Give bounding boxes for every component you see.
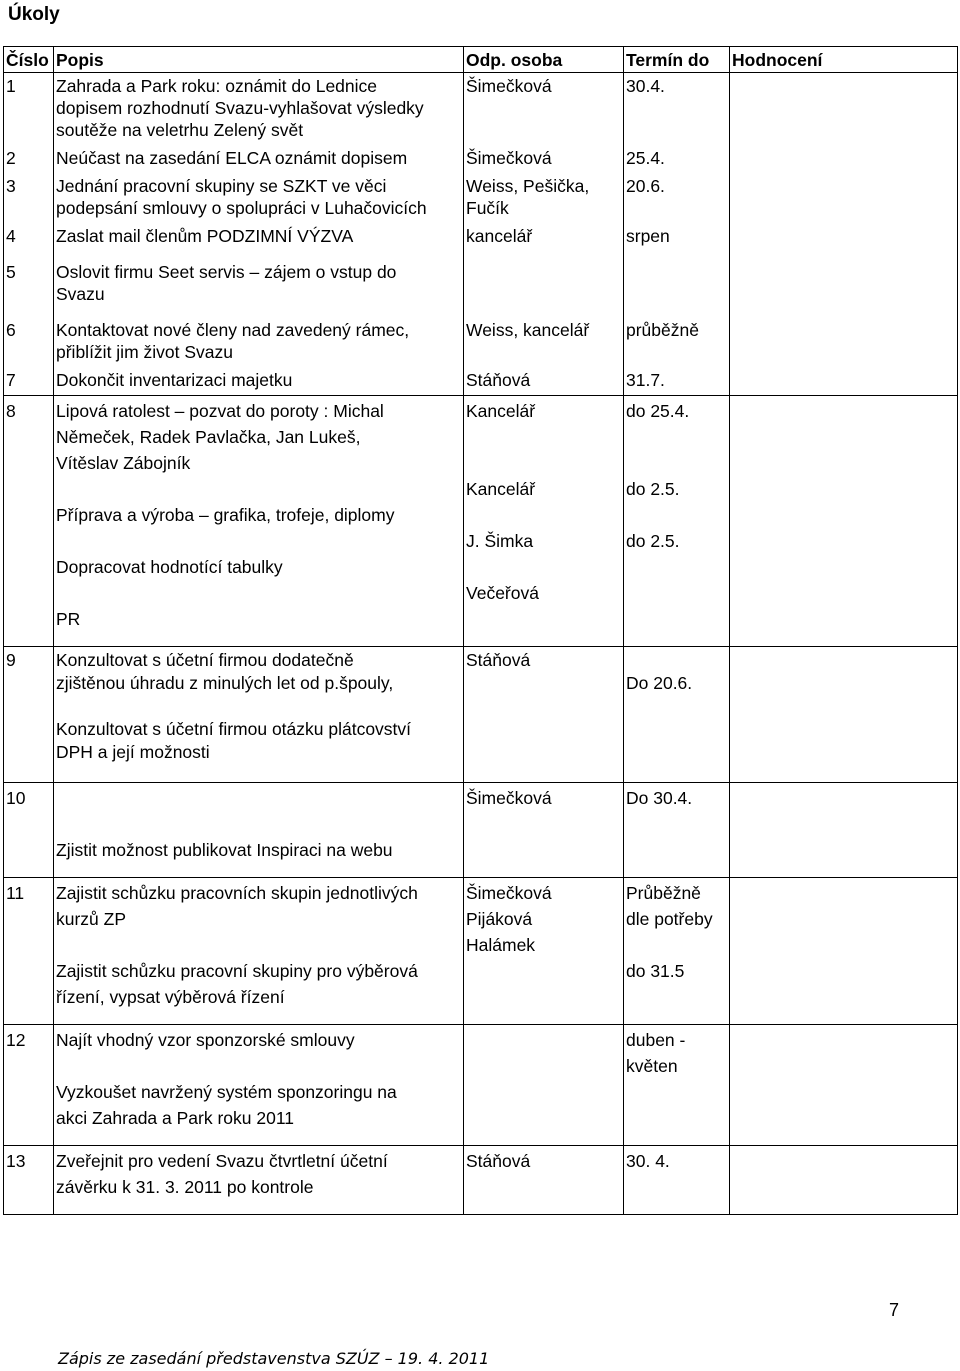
task-description-line xyxy=(56,811,461,837)
task-owner-line: Stáňová xyxy=(466,650,531,670)
task-evaluation xyxy=(730,647,958,783)
table-row xyxy=(4,1146,958,1215)
task-owner xyxy=(464,145,624,173)
task-deadline-line xyxy=(626,502,727,528)
task-description-line: Svazu xyxy=(56,284,105,304)
task-deadline-line: 30. 4. xyxy=(626,1151,670,1171)
task-number: 5 xyxy=(4,259,54,317)
task-owner-line: Šimečková xyxy=(466,883,552,903)
header-cislo: Číslo xyxy=(4,47,54,73)
task-number: 12 xyxy=(4,1025,54,1146)
task-deadline-line: 25.4. xyxy=(626,148,665,168)
table-row xyxy=(4,145,958,173)
task-deadline-line xyxy=(626,424,727,450)
task-description xyxy=(54,173,464,223)
task-description-line: Němeček, Radek Pavlačka, Jan Lukeš, xyxy=(56,427,361,447)
task-description-line: řízení, vypsat výběrová řízení xyxy=(56,987,285,1007)
task-evaluation xyxy=(730,223,958,259)
task-description-line xyxy=(56,528,461,554)
header-popis: Popis xyxy=(54,47,464,73)
task-evaluation xyxy=(730,1146,958,1215)
task-deadline xyxy=(624,367,730,396)
task-evaluation xyxy=(730,173,958,223)
task-description-line: Najít vhodný vzor sponzorské smlouvy xyxy=(56,1030,355,1050)
task-owner-line: Pijáková xyxy=(466,909,533,929)
task-owner xyxy=(464,259,624,317)
task-description-line: Zveřejnit pro vedení Svazu čtvrtletní účetní xyxy=(56,1151,388,1171)
task-number: 13 xyxy=(4,1146,54,1215)
task-deadline-line: průběžně xyxy=(626,320,699,340)
task-description-line: Oslovit firmu Seet servis – zájem o vstup do xyxy=(56,262,397,282)
task-description-line: Zjistit možnost publikovat Inspiraci na webu xyxy=(56,840,393,860)
task-owner xyxy=(464,1146,624,1215)
task-owner-line: Halámek xyxy=(466,935,536,955)
task-owner xyxy=(464,783,624,878)
task-deadline xyxy=(624,73,730,146)
task-description-line: podepsání smlouvy o spolupráci v Luhačovicích xyxy=(56,198,427,218)
task-deadline-line: 20.6. xyxy=(626,176,665,196)
task-description-line: PR xyxy=(56,609,81,629)
task-owner-line xyxy=(466,450,621,476)
task-owner-line: Kancelář xyxy=(466,401,536,421)
task-deadline-line: 31.7. xyxy=(626,370,665,390)
task-owner-line: Fučík xyxy=(466,198,509,218)
task-deadline xyxy=(624,1146,730,1215)
task-description-line: Vyzkoušet navržený systém sponzoringu na xyxy=(56,1082,397,1102)
task-owner-line: Kancelář xyxy=(466,479,536,499)
task-deadline-line xyxy=(626,932,727,958)
task-deadline-line: do 2.5. xyxy=(626,479,680,499)
task-evaluation xyxy=(730,145,958,173)
task-evaluation xyxy=(730,73,958,146)
task-owner-line xyxy=(466,424,621,450)
task-description-line: Příprava a výroba – grafika, trofeje, diplomy xyxy=(56,505,395,525)
table-row xyxy=(4,878,958,1025)
task-description-line: Zahrada a Park roku: oznámit do Lednice xyxy=(56,76,378,96)
task-description xyxy=(54,878,464,1025)
task-deadline xyxy=(624,878,730,1025)
task-deadline xyxy=(624,259,730,317)
task-description-line: závěrku k 31. 3. 2011 po kontrole xyxy=(56,1177,314,1197)
task-deadline-line: 30.4. xyxy=(626,76,665,96)
task-number: 2 xyxy=(4,145,54,173)
task-number: 6 xyxy=(4,317,54,367)
task-deadline-line: Do 20.6. xyxy=(626,673,693,693)
task-description-line: Zajistit schůzku pracovní skupiny pro výběrová xyxy=(56,961,418,981)
table-row xyxy=(4,367,958,396)
task-evaluation xyxy=(730,396,958,647)
task-description xyxy=(54,223,464,259)
task-owner xyxy=(464,173,624,223)
header-odp-osoba: Odp. osoba xyxy=(464,47,624,73)
task-deadline-line: duben - xyxy=(626,1030,686,1050)
task-evaluation xyxy=(730,367,958,396)
task-description xyxy=(54,1146,464,1215)
task-description-line: přiblížit jim život Svazu xyxy=(56,342,233,362)
page-heading: Úkoly xyxy=(8,4,60,25)
task-description-line: Neúčast na zasedání ELCA oznámit dopisem xyxy=(56,148,408,168)
task-owner xyxy=(464,878,624,1025)
task-owner-line xyxy=(466,261,621,283)
task-deadline xyxy=(624,317,730,367)
task-evaluation xyxy=(730,1025,958,1146)
task-deadline-line: květen xyxy=(626,1056,678,1076)
task-description-line xyxy=(56,1053,461,1079)
task-description-line: Dokončit inventarizaci majetku xyxy=(56,370,293,390)
task-description-line xyxy=(56,695,461,718)
task-description-line: Jednání pracovní skupiny se SZKT ve věci xyxy=(56,176,387,196)
task-number: 3 xyxy=(4,173,54,223)
task-deadline xyxy=(624,223,730,259)
task-description-line xyxy=(56,785,461,811)
task-owner xyxy=(464,396,624,647)
task-deadline-line xyxy=(626,649,727,672)
task-deadline-line xyxy=(626,261,727,283)
task-number: 10 xyxy=(4,783,54,878)
task-owner-line: Stáňová xyxy=(466,1151,531,1171)
task-owner-line xyxy=(466,502,621,528)
task-description-line xyxy=(56,932,461,958)
task-owner-line: Weiss, kancelář xyxy=(466,320,590,340)
table-row xyxy=(4,223,958,259)
task-deadline-line: srpen xyxy=(626,226,670,246)
task-description xyxy=(54,647,464,783)
task-description-line xyxy=(56,476,461,502)
task-owner-line: Stáňová xyxy=(466,370,531,390)
task-evaluation xyxy=(730,878,958,1025)
task-owner-line: Večeřová xyxy=(466,583,539,603)
task-evaluation xyxy=(730,317,958,367)
task-owner-line: Šimečková xyxy=(466,76,552,96)
task-description-line: Lipová ratolest – pozvat do poroty : Michal xyxy=(56,401,384,421)
task-description-line: Kontaktovat nové členy nad zavedený rámec, xyxy=(56,320,410,340)
task-deadline xyxy=(624,145,730,173)
task-owner-line: Weiss, Pešička, xyxy=(466,176,590,196)
task-owner-line xyxy=(466,554,621,580)
table-row xyxy=(4,783,958,878)
task-number: 4 xyxy=(4,223,54,259)
task-number: 7 xyxy=(4,367,54,396)
tasks-table xyxy=(3,46,958,1215)
task-owner-line xyxy=(466,1027,621,1053)
task-number: 11 xyxy=(4,878,54,1025)
task-description xyxy=(54,259,464,317)
task-deadline xyxy=(624,647,730,783)
task-description xyxy=(54,145,464,173)
task-description xyxy=(54,317,464,367)
page-number: 7 xyxy=(889,1300,900,1320)
task-description-line: DPH a její možnosti xyxy=(56,742,210,762)
task-owner xyxy=(464,367,624,396)
task-deadline-line xyxy=(626,450,727,476)
task-description-line: soutěže na veletrhu Zelený svět xyxy=(56,120,304,140)
header-hodnoceni: Hodnocení xyxy=(730,47,958,73)
task-owner-line: J. Šimka xyxy=(466,531,534,551)
task-deadline xyxy=(624,1025,730,1146)
task-deadline-line: do 2.5. xyxy=(626,531,680,551)
task-deadline-line: do 25.4. xyxy=(626,401,690,421)
task-description xyxy=(54,1025,464,1146)
header-termin: Termín do xyxy=(624,47,730,73)
task-number: 1 xyxy=(4,73,54,146)
task-deadline xyxy=(624,396,730,647)
task-description-line xyxy=(56,580,461,606)
task-description-line: Zajistit schůzku pracovních skupin jednotlivých xyxy=(56,883,418,903)
task-description-line: Konzultovat s účetní firmou otázku plátcovství xyxy=(56,719,412,739)
task-deadline xyxy=(624,173,730,223)
task-number: 8 xyxy=(4,396,54,647)
task-deadline-line: Do 30.4. xyxy=(626,788,693,808)
task-description-line: akci Zahrada a Park roku 2011 xyxy=(56,1108,295,1128)
task-deadline-line: dle potřeby xyxy=(626,909,713,929)
task-description xyxy=(54,783,464,878)
task-description-line: dopisem rozhodnutí Svazu-vyhlašovat výsledky xyxy=(56,98,424,118)
task-owner xyxy=(464,73,624,146)
task-owner xyxy=(464,1025,624,1146)
task-description-line: kurzů ZP xyxy=(56,909,127,929)
table-header-row xyxy=(4,47,958,73)
task-owner xyxy=(464,317,624,367)
task-evaluation xyxy=(730,783,958,878)
task-owner-line: Šimečková xyxy=(466,788,552,808)
table-row xyxy=(4,647,958,783)
table-row xyxy=(4,73,958,146)
table-row xyxy=(4,317,958,367)
table-row xyxy=(4,259,958,317)
task-owner-line: kancelář xyxy=(466,226,533,246)
task-description-line: zjištěnou úhradu z minulých let od p.špouly, xyxy=(56,673,394,693)
task-deadline xyxy=(624,783,730,878)
task-owner xyxy=(464,647,624,783)
task-deadline-line: do 31.5 xyxy=(626,961,685,981)
task-number: 9 xyxy=(4,647,54,783)
task-description xyxy=(54,367,464,396)
table-row xyxy=(4,396,958,647)
table-row xyxy=(4,173,958,223)
task-deadline-line: Průběžně xyxy=(626,883,701,903)
task-description-line: Dopracovat hodnotící tabulky xyxy=(56,557,283,577)
task-description-line: Zaslat mail členům PODZIMNÍ VÝZVA xyxy=(56,226,354,246)
table-row xyxy=(4,1025,958,1146)
task-evaluation xyxy=(730,259,958,317)
task-description-line: Konzultovat s účetní firmou dodatečně xyxy=(56,650,354,670)
task-description-line: Vítěslav Zábojník xyxy=(56,453,191,473)
page-footer: Zápis ze zasedání představenstva SZÚZ – 19. 4. 2011 xyxy=(58,1349,490,1368)
task-owner-line: Šimečková xyxy=(466,148,552,168)
task-description xyxy=(54,396,464,647)
task-owner xyxy=(464,223,624,259)
task-description xyxy=(54,73,464,146)
